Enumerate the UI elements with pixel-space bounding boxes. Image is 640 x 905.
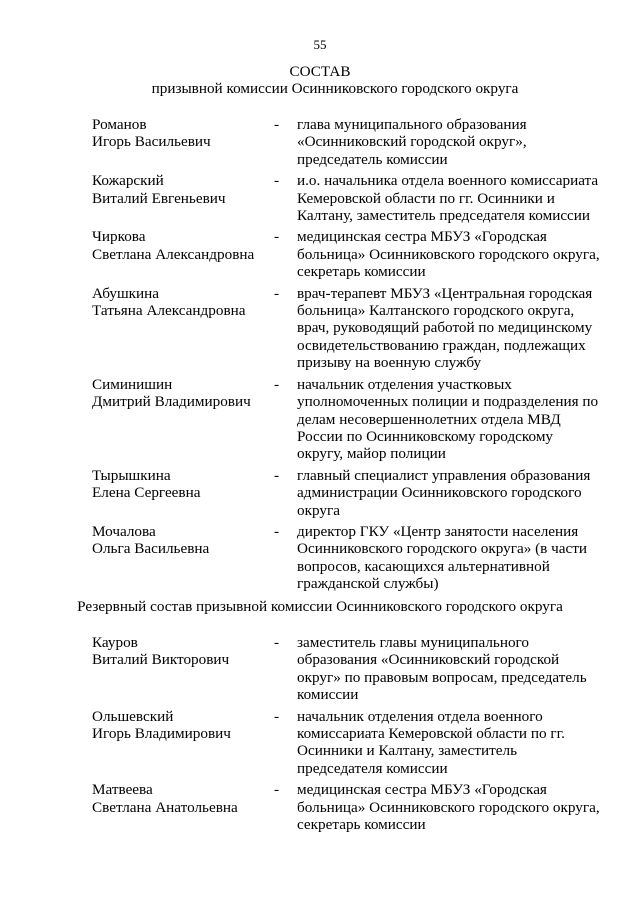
member-role: медицинская сестра МБУЗ «Городская больница» Осинниковского городского округа, секретарь комиссии	[297, 781, 600, 834]
member-role: главный специалист управления образования администрации Осинниковского городского округа	[297, 466, 591, 519]
member-surname: Чиркова	[92, 228, 146, 246]
member-surname: Кожарский	[92, 172, 164, 190]
member-surname: Матвеева	[92, 781, 153, 799]
member-name	[92, 285, 282, 320]
member-given-names: Виталий Евгеньевич	[92, 189, 226, 207]
member-entry	[0, 172, 640, 224]
member-given-names: Татьяна Александровна	[92, 302, 246, 320]
member-name	[92, 116, 282, 151]
member-name	[92, 523, 282, 558]
member-dash: -	[274, 634, 280, 651]
commission-members-list	[0, 116, 640, 597]
member-dash: -	[274, 466, 280, 484]
member-role: медицинская сестра МБУЗ «Городская больница» Осинниковского городского округа, секретарь комиссии	[297, 228, 600, 281]
reserve-member-entry	[0, 708, 640, 778]
member-role: директор ГКУ «Центр занятости населения Осинниковского городского округа» (в части вопросов, касающихся альтернативной гражданской службы)	[297, 522, 588, 593]
member-surname: Кауров	[92, 634, 138, 651]
member-name	[92, 781, 282, 816]
member-dash: -	[274, 707, 280, 725]
member-role: заместитель главы муниципального образования «Осинниковский городской округ» по правовым вопросам, председатель комиссии	[297, 634, 587, 704]
reserve-members-list	[0, 634, 640, 837]
reserve-section-title: Резервный состав призывной комиссии Осинниковского городского округа	[77, 598, 563, 615]
member-role: начальник отделения участковых уполномоченных полиции и подразделения по делам несовершеннолетних отдела МВД России по Осинниковскому городскому округу, майор полиции	[297, 375, 599, 463]
member-given-names: Игорь Васильевич	[92, 133, 211, 151]
member-name	[92, 172, 282, 207]
member-surname: Ольшевский	[92, 707, 174, 725]
member-surname: Мочалова	[92, 522, 156, 540]
member-surname: Тырышкина	[92, 466, 171, 484]
member-surname: Абушкина	[92, 284, 160, 302]
member-dash: -	[274, 284, 280, 302]
member-name	[92, 634, 282, 669]
member-role: врач-терапевт МБУЗ «Центральная городская больница» Калтанского городского округа, врач, руководящий работой по медицинскому освидетельствованию граждан, подлежащих призыву на военную службу	[297, 284, 593, 372]
member-name	[92, 228, 282, 263]
member-dash: -	[274, 172, 280, 190]
member-dash: -	[274, 116, 280, 133]
reserve-member-entry	[0, 634, 640, 704]
document-title: СОСТАВ	[289, 63, 351, 80]
document-subtitle: призывной комиссии Осинниковского городского округа	[151, 80, 519, 97]
member-name	[92, 376, 282, 411]
member-given-names: Игорь Владимирович	[92, 725, 231, 743]
member-surname: Симинишин	[92, 375, 173, 393]
member-name	[92, 467, 282, 502]
reserve-member-entry	[0, 781, 640, 833]
member-entry	[0, 376, 640, 463]
member-role: глава муниципального образования «Осинниковский городской округ», председатель комиссии	[297, 116, 527, 168]
member-dash: -	[274, 375, 280, 393]
page-number: 55	[313, 37, 327, 52]
member-entry	[0, 228, 640, 280]
member-given-names: Виталий Викторович	[92, 651, 230, 669]
member-given-names: Ольга Васильевна	[92, 540, 210, 558]
member-given-names: Елена Сергеевна	[92, 484, 201, 502]
member-surname: Романов	[92, 116, 147, 133]
member-dash: -	[274, 781, 280, 799]
member-given-names: Светлана Анатольевна	[92, 798, 238, 816]
member-given-names: Дмитрий Владимирович	[92, 393, 251, 411]
member-given-names: Светлана Александровна	[92, 245, 255, 263]
member-dash: -	[274, 228, 280, 246]
member-role: начальник отделения отдела военного комиссариата Кемеровской области по гг. Осинники и Калтану, заместитель председателя комиссии	[297, 707, 565, 777]
member-entry	[0, 285, 640, 372]
member-entry	[0, 116, 640, 168]
member-entry	[0, 523, 640, 593]
member-role: и.о. начальника отдела военного комиссариата Кемеровской области по гг. Осинники и Калтану, заместитель председателя комиссии	[297, 172, 599, 225]
member-entry	[0, 467, 640, 519]
member-dash: -	[274, 522, 280, 540]
member-name	[92, 708, 282, 743]
